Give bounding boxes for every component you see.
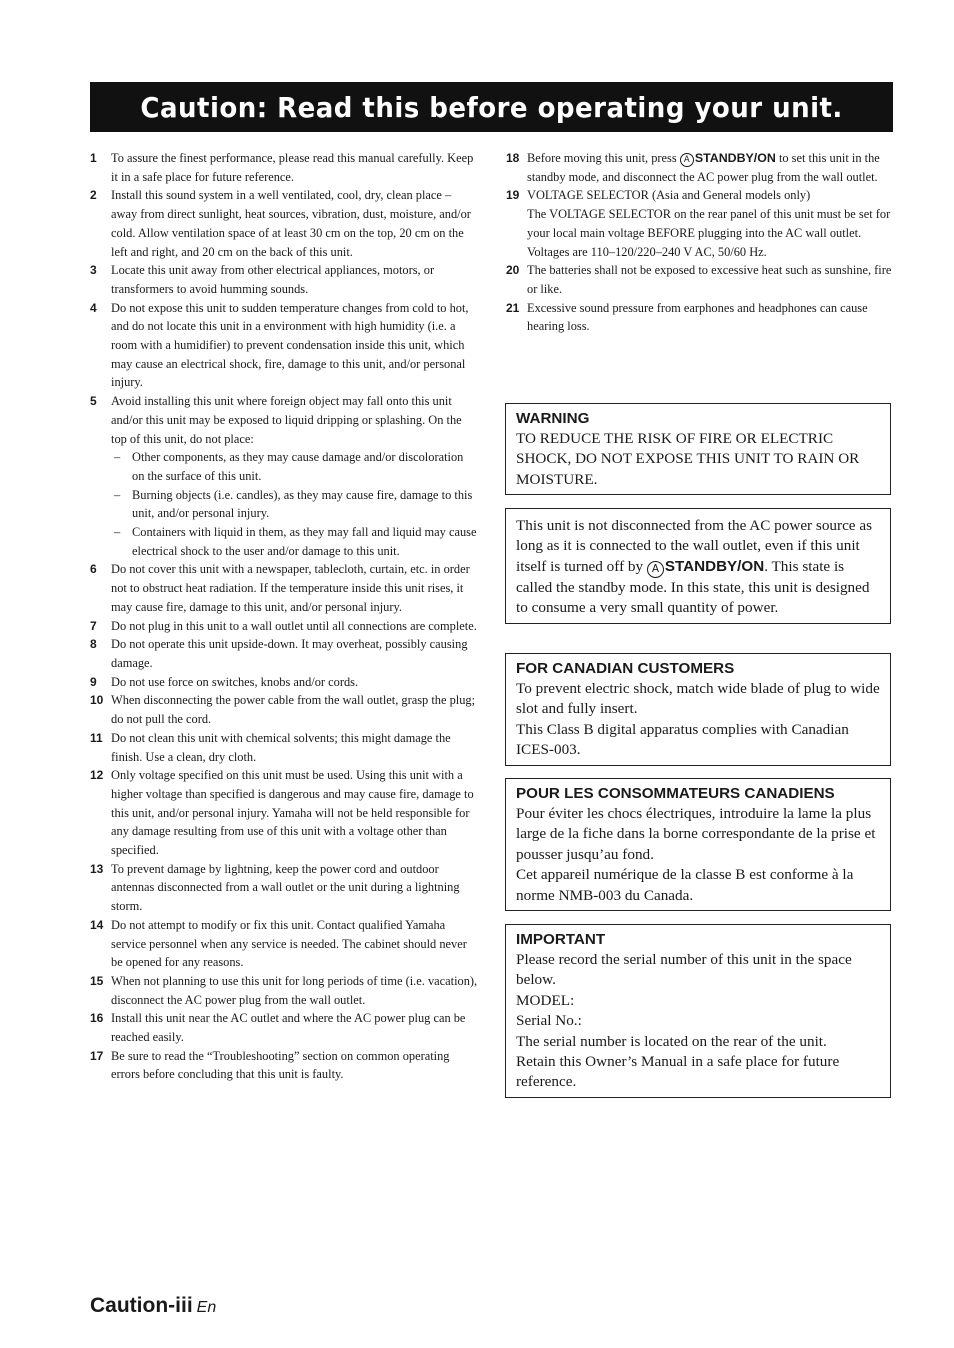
standby-button-label: STANDBY/ON: [694, 151, 776, 165]
important-heading: IMPORTANT: [516, 931, 606, 948]
standby-notice-text: This unit is not disconnected from the AC power source as long as it is connected to the wall outlet, even if this unit itself is turned off by A STANDBY/ON. This state is called the standby mode. In this state, this unit is designed to consume a very small quantity of power.: [516, 517, 872, 617]
page-footer: [90, 1294, 216, 1318]
important-box: IMPORTANT Please record the serial number of this unit in the space below. MODEL: Serial No.: The serial number is located on the rear of the unit. Retain this Owner’s Manual in a safe place for future reference.: [505, 924, 891, 1098]
page-number: Caution-iii: [90, 1294, 193, 1317]
standby-symbol-icon: A: [680, 153, 694, 167]
standby-notice-box: [505, 508, 891, 624]
list-item: 21 Excessive sound pressure from earphones and headphones can cause hearing loss.: [506, 300, 868, 334]
caution-list-left: [90, 149, 478, 1084]
warning-box: [505, 403, 891, 495]
serial-label: Serial No.:: [516, 1012, 582, 1030]
list-item: 17 Be sure to read the “Troubleshooting” section on common operating errors before concluding that this unit is faulty.: [90, 1048, 450, 1082]
list-item: 13 To prevent damage by lightning, keep the power cord and outdoor antennas disconnected from a wall outlet or the unit during a lightning storm.: [90, 861, 460, 914]
list-item: 8 Do not operate this unit upside-down. It may overheat, possibly causing damage.: [90, 637, 468, 670]
list-item: 2 Install this sound system in a well ventilated, cool, dry, clean place – away from direct sunlight, heat sources, vibration, dust, moisture, and/or cold. Allow ventilation space of at least 30 cm on the top, 20 cm on the left and right, and 20 cm on the back of this unit.: [90, 188, 471, 259]
list-item: 12 Only voltage specified on this unit must be used. Using this unit with a higher voltage than specified is dangerous and may cause fire, damage to this unit, and/or personal injury. Yamaha will not be held responsible for any damage resulting from use of this unit with a voltage other than specified.: [90, 768, 474, 858]
list-item: 18 Before moving this unit, press A STANDBY/ON to set this unit in the standby mode, and disconnect the AC power plug from the wall outlet.: [506, 151, 880, 184]
list-item: 1 To assure the finest performance, please read this manual carefully. Keep it in a safe place for future reference.: [90, 151, 474, 184]
sub-item: – Other components, as they may cause damage and/or discoloration on the surface of this unit.: [114, 450, 464, 483]
list-item: 9 Do not use force on switches, knobs and/or cords.: [90, 674, 359, 689]
list-item: 6 Do not cover this unit with a newspaper, tablecloth, curtain, etc. in order not to obstruct heat radiation. If the temperature inside this unit rises, it may cause fire, damage to this unit, and/or personal injury.: [90, 562, 470, 614]
warning-heading: WARNING: [516, 410, 590, 427]
list-item: 15 When not planning to use this unit for long periods of time (i.e. vacation), disconnect the AC power plug from the wall outlet.: [90, 973, 478, 1007]
list-item: 11 Do not clean this unit with chemical solvents; this might damage the finish. Use a clean, dry cloth.: [90, 730, 451, 764]
page-title: Caution: Read this before operating your unit.: [140, 90, 843, 124]
list-item: 14 Do not attempt to modify or fix this unit. Contact qualified Yamaha service personnel when any service is needed. The cabinet should never be opened for any reasons.: [90, 917, 467, 970]
list-item: 7 Do not plug in this unit to a wall outlet until all connections are complete.: [90, 618, 477, 633]
standby-symbol-icon: A: [647, 561, 664, 578]
canadian-heading: FOR CANADIAN CUSTOMERS: [516, 660, 735, 677]
canadiens-heading: POUR LES CONSOMMATEURS CANADIENS: [516, 785, 835, 802]
caution-list-right: [506, 149, 894, 336]
title-banner: [90, 82, 893, 132]
warning-text: TO REDUCE THE RISK OF FIRE OR ELECTRIC SHOCK, DO NOT EXPOSE THIS UNIT TO RAIN OR MOISTURE.: [516, 430, 860, 488]
canadian-customers-box: FOR CANADIAN CUSTOMERS To prevent electric shock, match wide blade of plug to wide slot and fully insert. This Class B digital apparatus complies with Canadian ICES-003.: [505, 653, 891, 766]
list-item: 4 Do not expose this unit to sudden temperature changes from cold to hot, and do not locate this unit in a environment with high humidity (i.e. a room with a humidifier) to prevent condensation inside this unit, which may cause an electrical shock, fire, damage to this unit, and/or personal injury.: [90, 300, 469, 390]
consommateurs-canadiens-box: POUR LES CONSOMMATEURS CANADIENS Pour éviter les chocs électriques, introduire la lame la plus large de la fiche dans la borne correspondante de la prise et pousser jusqu’au fond. Cet appareil numérique de la classe B est conforme à la norme NMB-003 du Canada.: [505, 778, 891, 911]
list-item: 16 Install this unit near the AC outlet and where the AC power plug can be reached easily.: [90, 1011, 466, 1045]
list-item: 10 When disconnecting the power cable from the wall outlet, grasp the plug; do not pull the cord.: [90, 693, 476, 727]
sub-item: – Containers with liquid in them, as they may fall and liquid may cause electrical shock to the user and/or damage to this unit.: [114, 525, 477, 558]
list-item: 5 Avoid installing this unit where foreign object may fall onto this unit and/or this unit may be exposed to liquid dripping or splashing. On the top of this unit, do not place: – Other components, as they may cause damage and/or discoloration on the surface of this unit. – Burning objects (i.e. candles), as they may cause fire, damage to this unit, and/or personal injury. – Containers with liquid in them, as they may fall and liquid may cause electrical shock to the user and/or damage to this unit.: [90, 392, 478, 560]
list-item: 20 The batteries shall not be exposed to excessive heat such as sunshine, fire or like.: [506, 263, 892, 296]
sub-item: – Burning objects (i.e. candles), as they may cause fire, damage to this unit, and/or personal injury.: [114, 487, 473, 521]
list-item: 3 Locate this unit away from other electrical appliances, motors, or transformers to avoid humming sounds.: [90, 263, 435, 296]
standby-button-label: STANDBY/ON: [664, 557, 765, 575]
language-code: En: [196, 1299, 217, 1316]
list-item: 19 VOLTAGE SELECTOR (Asia and General models only) The VOLTAGE SELECTOR on the rear panel of this unit must be set for your local main voltage BEFORE plugging into the AC wall outlet. Voltages are 110–120/220–240 V AC, 50/60 Hz.: [506, 188, 891, 259]
model-label: MODEL:: [516, 991, 575, 1009]
